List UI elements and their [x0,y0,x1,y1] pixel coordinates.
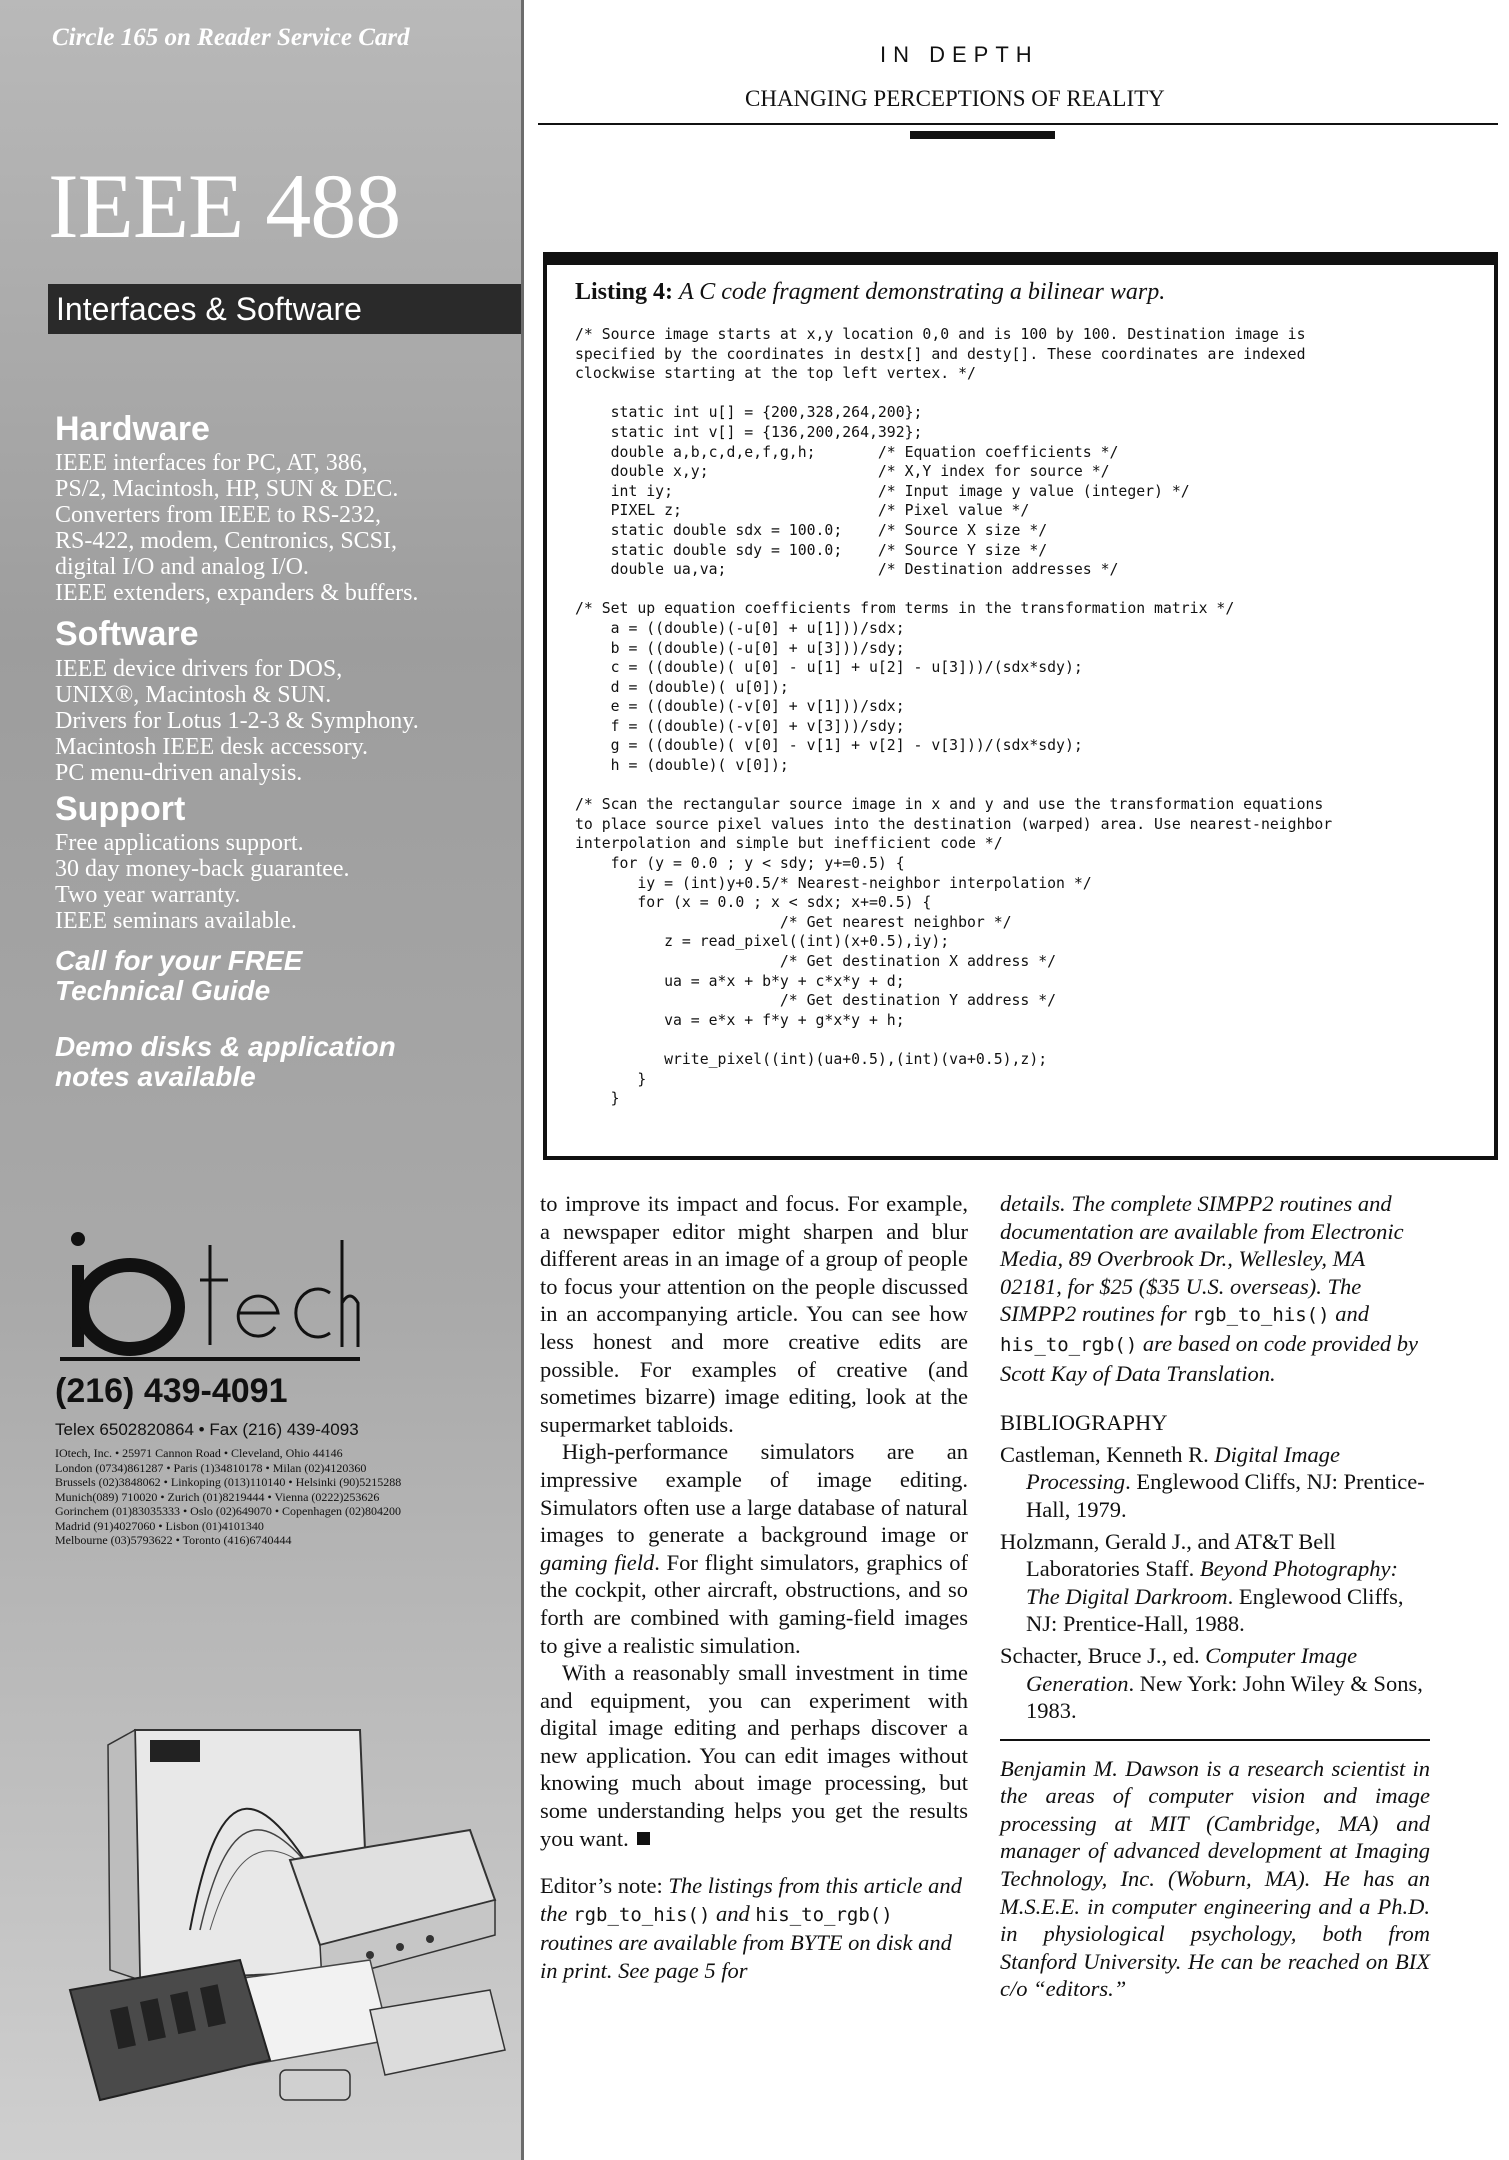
text-run: . Englewood Cliffs, NJ: Prentice-Hall, 1979. [1026,1469,1425,1522]
text-run: . For flight simulators, graphics of the cockpit, other aircraft, obstructions, and so forth are combined with gaming-field images to give a realistic simulation. [540,1549,968,1658]
header-rule [538,123,1498,125]
ad-title: IEEE 488 [48,155,401,257]
hardware-heading: Hardware [55,410,210,448]
editors-note-continued [1000,1190,1430,1387]
body-column-2 [1000,1190,1430,2003]
bibliography-entry [1000,1528,1430,1638]
section-label: IN DEPTH [880,42,1039,67]
article-title: CHANGING PERCEPTIONS OF REALITY [745,86,1165,111]
listing-code: /* Source image starts at x,y location 0,0 and is 100 by 100. Destination image is specified by the coordinates in destx[] and desty[]. These coordinates are indexed clockwise starting at the top left vertex. */ static int u[] = {200,328,264,200}; static int v[] = {136,200,264,392}; double a,b,c,d,e,f,g,h; /* Equation coefficients */ double x,y; /* X,Y index for source */ int iy; /* Input image y value (integer) */ PIXEL z; /* Pixel value */ static double sdx = 100.0; /* Source X size */ static double sdy = 100.0; /* Source Y size */ double ua,va; /* Destination addresses */ /* Set up equation coefficients from terms in the transformation matrix */ a = ((double)(-u[0] + u[1]))/sdx; b = ((double)(-u[0] + u[3]))/sdy; c = ((double)( u[0] - u[1] + u[2] - u[3]))/(sdx*sdy); d = (double)( u[0]); e = ((double)(-v[0] + v[1]))/sdx; f = ((double)(-v[0] + v[3]))/sdy; g = ((double)( v[0] - v[1] + v[2] - v[3]))/(sdx*sdy); h = (double)( v[0]); /* Scan the rectangular source image in x and y and use the transformation equations to place source pixel values into the destination (warped) area. Use nearest-neighbor interpolation and simple but inefficient code */ for (y = 0.0 ; y < sdy; y+=0.5) { iy = (int)y+0.5/* Nearest-neighbor interpolation */ for (x = 0.0 ; x < sdx; x+=0.5) { /* Get nearest neighbor */ z = read_pixel((int)(x+0.5),iy); /* Get destination X address */ ua = a*x + b*y + c*x*y + d; /* Get destination Y address */ va = e*x + f*y + g*x*y + h; write_pixel((int)(ua+0.5),(int)(va+0.5),z); } } [575,326,1333,1108]
text-run: details. The complete SIMPP2 routines and documentation are available from Electronic Media, 89 Overbrook Dr., Wellesley, MA 02181, for $25 ($35 U.S. overseas). The SIMPP2 routines for [1000,1191,1404,1327]
bibliography-entry [1000,1441,1430,1524]
paragraph: to improve its impact and focus. For example, a newspaper editor might sharpen and blur different areas in an image of a group of people to focus your attention on the people discussed in an accompanying article. You can see how less honest and more creative edits are possible. For examples of creative (and sometimes bizarre) image editing, look at the supermarket tabloids. [540,1191,968,1437]
cta-line: Technical Guide [55,975,271,1006]
office-line: Melbourne (03)5793622 • Toronto (416)6740444 [55,1533,292,1547]
software-line: IEEE device drivers for DOS, [55,656,343,682]
software-line: Drivers for Lotus 1-2-3 & Symphony. [55,708,419,734]
author-bio: Benjamin M. Dawson is a research scientist in the areas of computer vision and image processing at MIT (Cambridge, MA) and manager of advanced development at Imaging Technology, Inc. (Woburn, MA). He has an M.S.E.E. in computer engineering and a Ph.D. in physiological psychology, both from Stanford University. He can be reached on BIX c/o “editors.” [1000,1755,1430,2002]
hardware-line: RS-422, modem, Centronics, SCSI, [55,528,398,554]
paragraph [540,1438,968,1659]
iotech-logo [60,1225,360,1365]
support-heading: Support [55,790,186,828]
hardware-line: PS/2, Macintosh, HP, SUN & DEC. [55,476,399,502]
editors-note [540,1872,968,1984]
software-list [55,656,419,786]
hardware-line: IEEE interfaces for PC, AT, 386, [55,450,368,476]
book-title: Computer Image Generation [1026,1642,1358,1696]
demo-disks-note [55,1032,396,1092]
bibliography-entry [1000,1642,1430,1725]
hardware-line: Converters from IEEE to RS-232, [55,502,381,528]
cta-line: Call for your FREE [55,945,303,976]
listing-caption-text: A C code fragment demonstrating a bilinear warp. [679,279,1166,305]
office-line: Brussels (02)3848062 • Linkoping (013)110140 • Helsinki (90)5215288 [55,1475,402,1489]
paragraph [540,1659,968,1852]
ad-subtitle-band [48,284,521,334]
call-for-guide [55,946,302,1006]
support-line: 30 day money-back guarantee. [55,856,350,882]
body-column-1 [540,1190,968,1985]
emphasis: gaming field [540,1549,655,1575]
software-line: Macintosh IEEE desk accessory. [55,734,369,760]
software-line: PC menu-driven analysis. [55,760,303,786]
product-photo [40,1710,510,2130]
ad-telex-fax: Telex 6502820864 • Fax (216) 439-4093 [55,1420,359,1439]
text-run: are based on code provided by Scott Kay of Data Translation. [1000,1330,1419,1386]
cta-line: notes available [55,1061,256,1092]
text-run: . New York: John Wiley & Sons, 1983. [1026,1670,1423,1724]
ad-office-list [55,1446,401,1548]
office-line: IOtech, Inc. • 25971 Cannon Road • Cleveland, Ohio 44146 [55,1446,343,1460]
text-run: and [710,1900,756,1926]
reader-service-note: Circle 165 on Reader Service Card [52,24,410,51]
office-line: London (0734)861287 • Paris (1)34810178 • Milan (02)4120360 [55,1460,367,1475]
ad-divider [521,0,524,2160]
header-accent-bar [910,131,1055,139]
ad-subtitle: Interfaces & Software [56,291,362,327]
office-line: Madrid (91)4027060 • Lisbon (01)4101340 [55,1518,264,1533]
support-line: Two year warranty. [55,882,241,908]
software-line: UNIX®, Macintosh & SUN. [55,682,332,708]
code-name: rgb_to_his() [1192,1304,1330,1327]
listing-caption [575,279,1165,306]
support-list [55,830,350,934]
text-run: With a reasonably small investment in time and equipment, you can experiment with digital image editing and perhaps discover a new application. You can edit images without knowing much about image processing, but some understanding helps you get the results you want. [540,1660,968,1851]
text-run: and [1329,1301,1369,1327]
support-line: Free applications support. [55,830,304,856]
end-mark-icon [637,1832,650,1845]
hardware-list [55,450,418,606]
text-run: High-performance simulators are an impressive example of image editing. Simulators often use a large database of natural images to generate a background image or [540,1439,968,1548]
text-run: . Englewood Cliffs, NJ: Prentice-Hall, 1988. [1026,1583,1404,1637]
support-line: IEEE seminars available. [55,908,297,934]
office-line: Gorinchem (01)83035333 • Oslo (02)649070 • Copenhagen (02)804200 [55,1504,402,1518]
text-run: Schacter, Bruce J., ed. [1000,1642,1206,1668]
text-run: Castleman, Kenneth R. [1000,1441,1215,1467]
editors-note-label: Editor’s note: [540,1873,669,1899]
code-name: his_to_rgb() [755,1903,893,1926]
software-heading: Software [55,615,199,653]
bio-rule [1000,1739,1430,1741]
hardware-line: IEEE extenders, expanders & buffers. [55,580,419,606]
cta-line: Demo disks & application [55,1031,396,1062]
book-title: Beyond Photography: The Digital Darkroom [1026,1556,1398,1609]
office-line: Munich(089) 710020 • Zurich (01)8219444 • Vienna (0222)253626 [55,1489,380,1504]
text-run: The listings from this article and the [540,1873,962,1926]
bibliography-heading: BIBLIOGRAPHY [1000,1410,1168,1436]
code-name: his_to_rgb() [1000,1333,1138,1356]
hardware-line: digital I/O and analog I/O. [55,554,309,580]
text-run: Holzmann, Gerald J., and AT&T Bell Laboratories Staff. [1000,1528,1336,1582]
text-run: routines are available from BYTE on disk and in print. See page 5 for [540,1930,952,1984]
ad-phone-number: (216) 439-4091 [55,1372,288,1410]
book-title: Digital Image Processing [1026,1441,1340,1495]
code-name: rgb_to_his() [573,1903,711,1926]
listing-label: Listing 4: [575,279,674,305]
listing-box [543,252,1498,1160]
iotech-advertisement [0,0,521,2160]
